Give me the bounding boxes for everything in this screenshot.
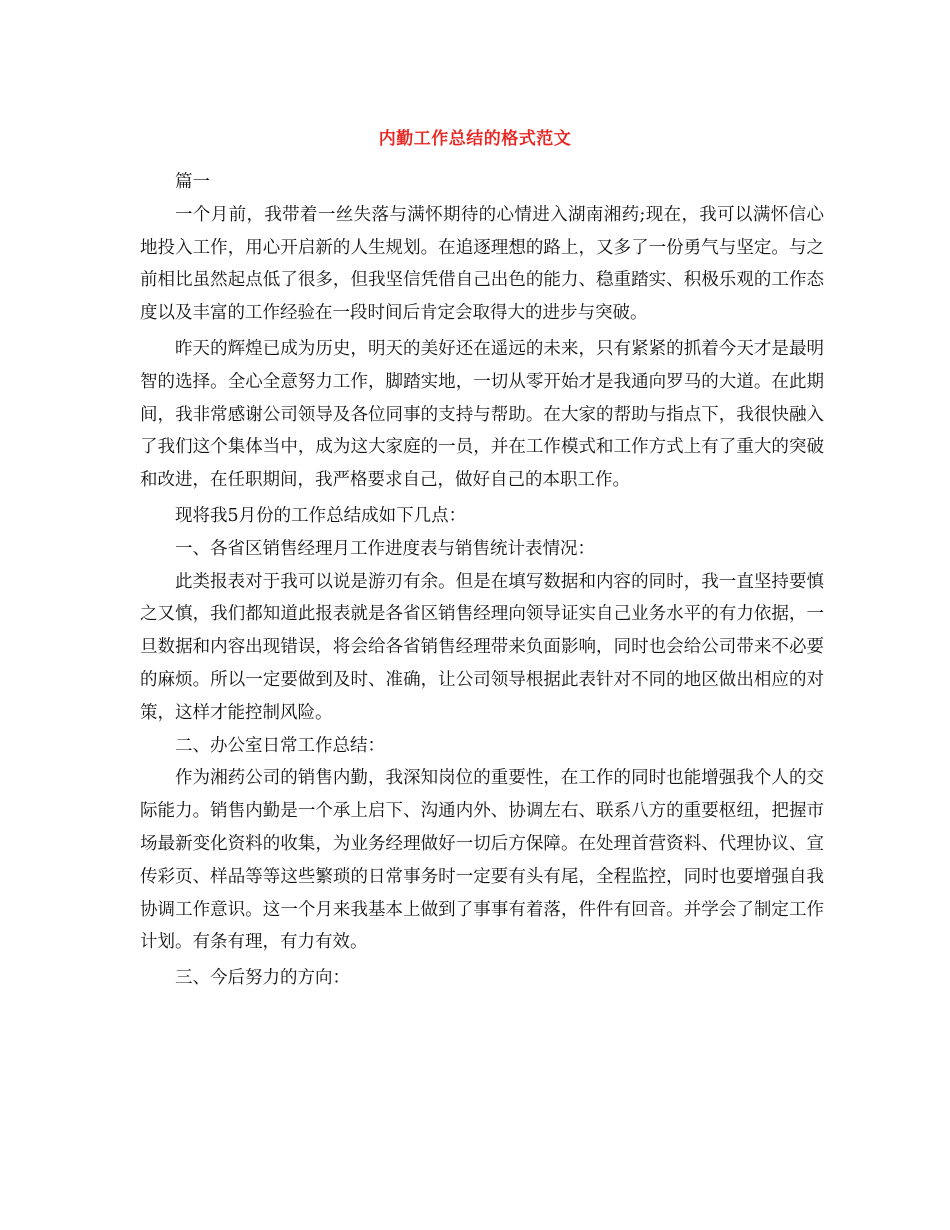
paragraph: 作为湘药公司的销售内勤，我深知岗位的重要性，在工作的同时也能增强我个人的交际能力。销售内勤是一个承上启下、沟通内外、协调左右、联系八方的重要枢纽，把握市场最新变化资料的收集，为业务经理做好一切后方保障。在处理首营资料、代理协议、宣传彩页、样品等等这些繁琐的日常事务时一定要有头有尾，全程监控，同时也要增强自我协调工作意识。这一个月来我基本上做到了事事有着落，件件有回音。并学会了制定工作计划。有条有理，有力有效。: [140, 768, 824, 953]
section-heading: 篇一: [175, 172, 210, 192]
document-title: 内勤工作总结的格式范文: [378, 129, 572, 149]
paragraph: 现将我5月份的工作总结成如下几点：: [175, 505, 467, 526]
section-heading: 三、今后努力的方向：: [175, 968, 350, 989]
section-heading: 一、各省区销售经理月工作进度表与销售统计表情况：: [175, 538, 595, 559]
paragraph: 昨天的辉煌已成为历史，明天的美好还在遥远的未来，只有紧紧的抓着今天才是最明智的选择。全心全意努力工作，脚踏实地，一切从零开始才是我通向罗马的大道。在此期间，我非常感谢公司领导及各位同事的支持与帮助。在大家的帮助与指点下，我很快融入了我们这个集体当中，成为这大家庭的一员，并在工作模式和工作方式上有了重大的突破和改进，在任职期间，我严格要求自己，做好自己的本职工作。: [140, 338, 824, 491]
paragraph: 此类报表对于我可以说是游刃有余。但是在填写数据和内容的同时，我一直坚持要慎之又慎，我们都知道此报表就是各省区销售经理向领导证实自己业务水平的有力依据，一旦数据和内容出现错误，将会给各省销售经理带来负面影响，同时也会给公司带来不必要的麻烦。所以一定要做到及时、准确，让公司领导根据此表针对不同的地区做出相应的对策，这样才能控制风险。: [140, 571, 824, 723]
paragraph: 一个月前，我带着一丝失落与满怀期待的心情进入湖南湘药;现在，我可以满怀信心地投入工作，用心开启新的人生规划。在追逐理想的路上，又多了一份勇气与坚定。与之前相比虽然起点低了很多，但我坚信凭借自己出色的能力、稳重踏实、积极乐观的工作态度以及丰富的工作经验在一段时间后肯定会取得大的进步与突破。: [140, 204, 824, 324]
section-heading: 二、办公室日常工作总结：: [175, 735, 385, 756]
document-body: [140, 166, 824, 995]
